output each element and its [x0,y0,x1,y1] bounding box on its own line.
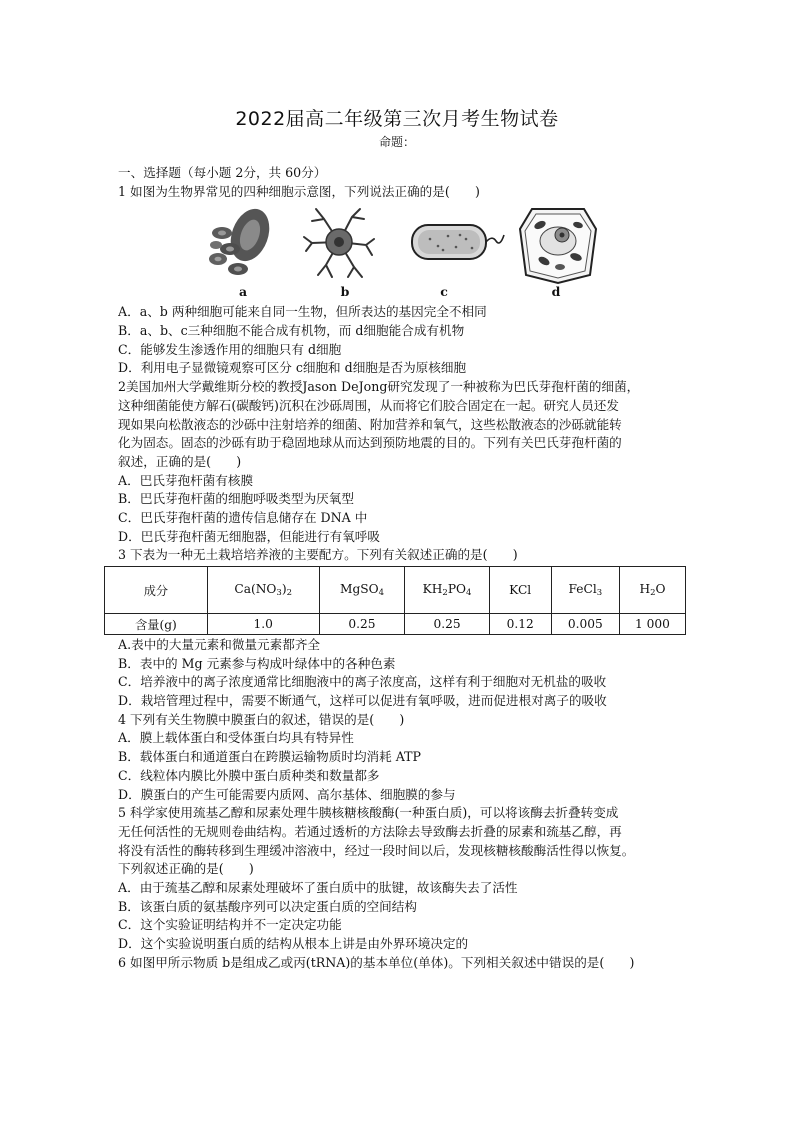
q4-option-d: D．膜蛋白的产生可能需要内质网、高尔基体、细胞膜的参与 [118,786,456,802]
q2-stem-line: 现如果向松散液态的沙砾中注射培养的细菌、附加营养和氧气，这些松散液态的沙砾就能转 [118,416,622,432]
section-heading: 一、选择题（每小题 2分，共 60分） [118,165,327,180]
q2-stem-line: 这种细菌能使方解石(碳酸钙)沉积在沙砾周围，从而将它们胶合固定在一起。研究人员还发 [118,397,619,413]
amount-cell: 0.25 [319,614,405,635]
q1-option-b: B．a、b、c三种细胞不能合成有机物，而 d细胞能合成有机物 [118,323,465,339]
bacterium-image [408,205,508,279]
q6-stem: 6 如图甲所示物质 b是组成乙或丙(tRNA)的基本单位(单体)。下列相关叙述中错误的是( ) [118,954,635,970]
compound-cell: $KH_2PO_4$ [405,567,489,614]
nutrient-table [104,566,686,635]
q2-stem-line: 化为固态。固态的沙砾有助于稳固地球从而达到预防地震的目的。下列有关巴氏芽孢杆菌的 [118,435,622,451]
figure-label-d: d [551,284,561,300]
q1-stem: 1 如图为生物界常见的四种细胞示意图，下列说法正确的是( ) [118,183,480,199]
plant-cell-image [518,205,598,285]
q2-option-b: B．巴氏芽孢杆菌的细胞呼吸类型为厌氧型 [118,491,354,507]
amount-cell: 1 000 [619,614,685,635]
figure-label-b: b [340,284,350,300]
q1-option-c: C．能够发生渗透作用的细胞只有 d细胞 [118,341,342,357]
compound-cell: KCl [489,567,551,614]
exam-title: 2022届高二年级第三次月考生物试卷 [235,108,559,130]
figure-label-a: a [238,284,248,300]
q3-option-d: D．栽培管理过程中，需要不断通气，这样可以促进有氧呼吸，进而促进根对离子的吸收 [118,693,607,709]
q4-option-b: B．载体蛋白和通道蛋白在跨膜运输物质时均消耗 ATP [118,749,422,765]
q5-stem-line: 将没有活性的酶转移到生理缓冲溶液中，经过一段时间以后，发现核糖核酸酶活性得以恢复。 [118,842,635,858]
q3-option-b: B．表中的 Mg 元素参与构成叶绿体中的各种色素 [118,655,396,671]
figure-label-c: c [440,284,448,300]
q5-stem-line: 无任何活性的无规则卷曲结构。若通过透析的方法除去导致酶去折叠的尿素和巯基乙醇，再 [118,823,622,839]
q5-stem-line: 5 科学家使用巯基乙醇和尿素处理牛胰核糖核酸酶(一种蛋白质)，可以将该酶去折叠转变成 [118,805,619,821]
amount-cell: 0.12 [489,614,551,635]
q5-stem-line: 下列叙述正确的是( ) [118,861,254,877]
compound-cell: MgSO$_4$ [319,567,405,614]
q2-option-d: D．巴氏芽孢杆菌无细胞器，但能进行有氧呼吸 [118,528,380,544]
amount-cell: 0.25 [405,614,489,635]
red-blood-cells-image [204,205,276,279]
q5-option-c: C．这个实验证明结构并不一定决定功能 [118,917,342,933]
neuron-image [302,205,376,279]
table-row-label: 成分 [105,567,208,614]
q2-option-a: A．巴氏芽孢杆菌有核膜 [118,472,254,488]
compound-cell: FeCl$_3$ [551,567,619,614]
q2-stem-line: 叙述，正确的是( ) [118,453,242,469]
table-row-label: 含量(g) [105,614,208,635]
q1-option-d: D．利用电子显微镜观察可区分 c细胞和 d细胞是否为原核细胞 [118,360,467,376]
amount-cell: 0.005 [551,614,619,635]
q5-option-b: B．该蛋白质的氨基酸序列可以决定蛋白质的空间结构 [118,898,417,914]
q3-option-a: A.表中的大量元素和微量元素都齐全 [118,637,321,652]
q4-option-a: A．膜上载体蛋白和受体蛋白均具有特异性 [118,730,354,746]
q3-option-c: C．培养液中的离子浓度通常比细胞液中的离子浓度高，这样有利于细胞对无机盐的吸收 [118,674,607,690]
exam-body [118,164,690,972]
q1-option-a: A．a、b 两种细胞可能来自同一生物，但所表达的基因完全不相同 [118,304,487,320]
table-row [105,614,686,635]
q1-cell-figure [118,201,690,303]
exam-subtitle: 命题： [378,135,415,149]
amount-cell: 1.0 [207,614,319,635]
q2-option-c: C．巴氏芽孢杆菌的遗传信息储存在 DNA 中 [118,509,368,525]
q5-option-d: D．这个实验说明蛋白质的结构从根本上讲是由外界环境决定的 [118,936,469,951]
q5-option-a: A．由于巯基乙醇和尿素处理破坏了蛋白质中的肽键，故该酶失去了活性 [118,879,518,895]
table-row [105,567,686,614]
q2-stem-line: 2美国加州大学戴维斯分校的教授Jason DeJong研究发现了一种被称为巴氏芽孢杆菌的细菌， [118,379,640,395]
compound-cell: $H_2O$ [619,567,685,614]
q3-stem: 3 下表为一种无土栽培培养液的主要配方。下列有关叙述正确的是( ) [118,547,518,563]
q4-stem: 4 下列有关生物膜中膜蛋白的叙述，错误的是( ) [118,711,405,727]
compound-cell: $Ca(NO_3)_2$ [207,567,319,614]
q4-option-c: C．线粒体内膜比外膜中蛋白质种类和数量都多 [118,767,380,783]
